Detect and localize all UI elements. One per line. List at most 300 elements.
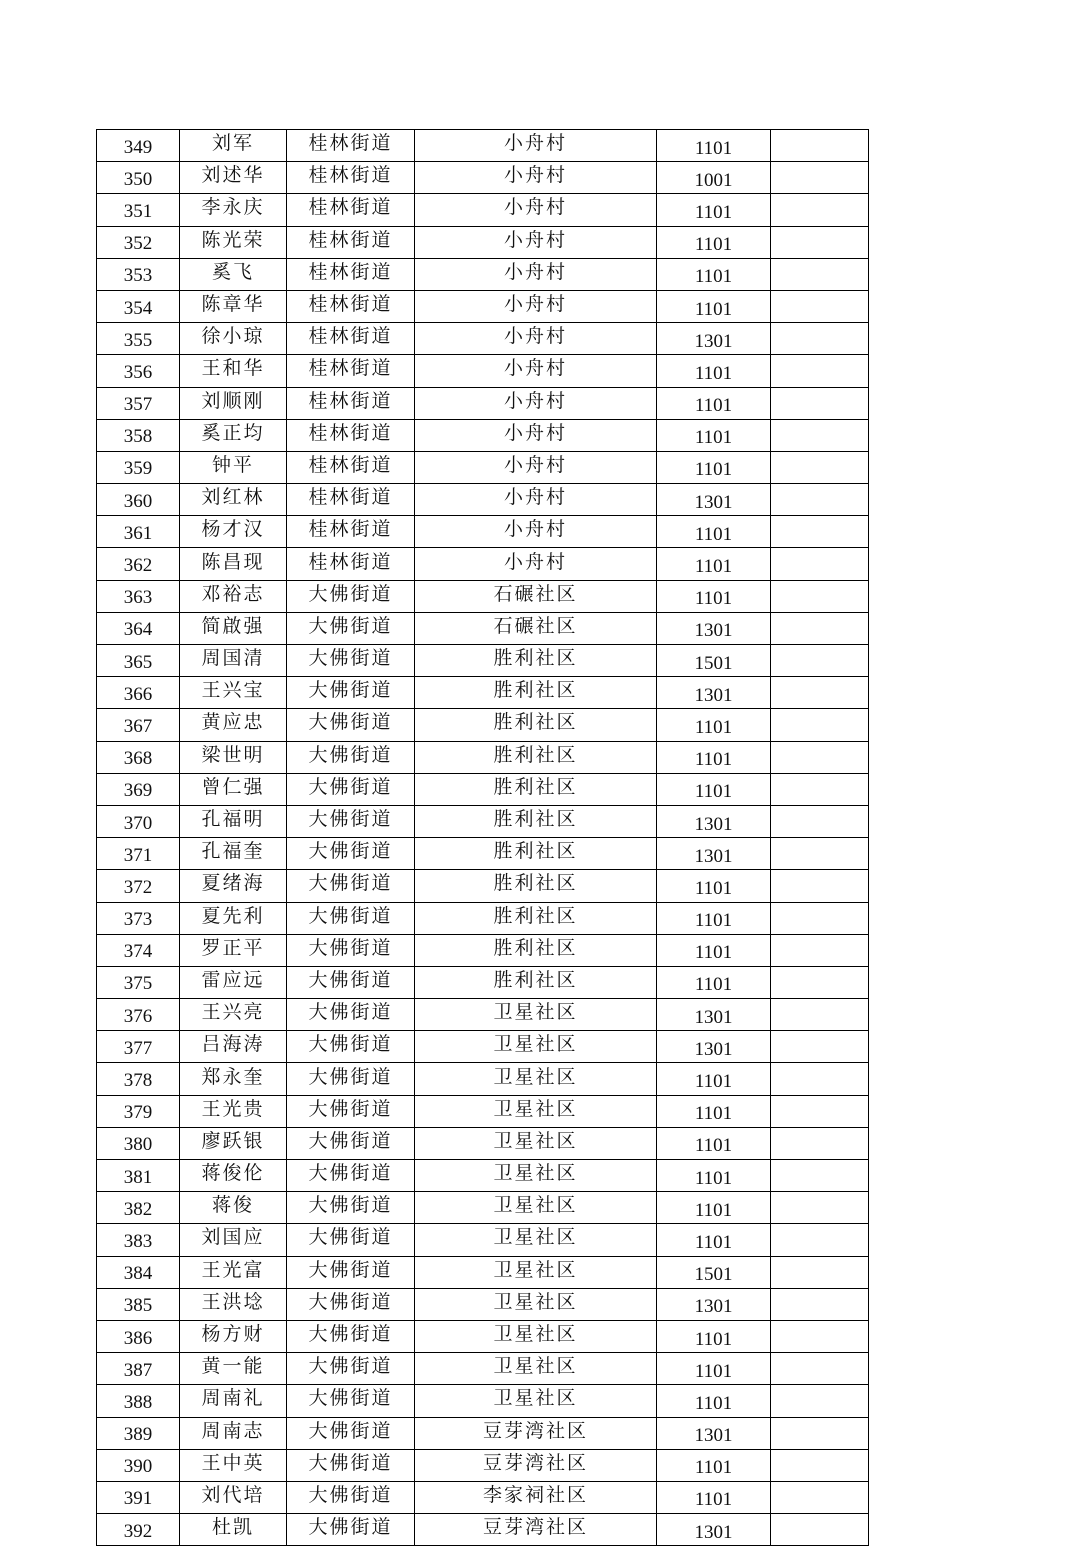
- note-cell: [771, 484, 869, 516]
- street-cell: 大佛街道: [287, 1288, 415, 1320]
- code-cell: 1301: [657, 1288, 771, 1320]
- row-number-cell: 380: [97, 1127, 180, 1159]
- person-name-cell: 罗正平: [180, 934, 287, 966]
- row-number-cell: 355: [97, 323, 180, 355]
- person-name-cell: 邓裕志: [180, 580, 287, 612]
- code-cell: 1301: [657, 999, 771, 1031]
- row-number-cell: 353: [97, 258, 180, 290]
- note-cell: [771, 1417, 869, 1449]
- community-cell: 胜利社区: [415, 677, 657, 709]
- person-name-cell: 杨方财: [180, 1320, 287, 1352]
- row-number-cell: 351: [97, 194, 180, 226]
- person-name-cell: 黄一能: [180, 1353, 287, 1385]
- code-cell: 1301: [657, 323, 771, 355]
- note-cell: [771, 645, 869, 677]
- community-cell: 石碾社区: [415, 580, 657, 612]
- row-number-cell: 369: [97, 773, 180, 805]
- street-cell: 桂林街道: [287, 290, 415, 322]
- note-cell: [771, 419, 869, 451]
- community-cell: 卫星社区: [415, 1063, 657, 1095]
- street-cell: 大佛街道: [287, 1224, 415, 1256]
- code-cell: 1101: [657, 1320, 771, 1352]
- community-cell: 小舟村: [415, 162, 657, 194]
- street-cell: 大佛街道: [287, 934, 415, 966]
- row-number-cell: 354: [97, 290, 180, 322]
- row-number-cell: 371: [97, 838, 180, 870]
- table-row: [97, 1160, 869, 1192]
- row-number-cell: 364: [97, 612, 180, 644]
- code-cell: 1001: [657, 162, 771, 194]
- street-cell: 大佛街道: [287, 1514, 415, 1546]
- street-cell: 大佛街道: [287, 1031, 415, 1063]
- row-number-cell: 350: [97, 162, 180, 194]
- person-name-cell: 杨才汉: [180, 516, 287, 548]
- note-cell: [771, 1127, 869, 1159]
- row-number-cell: 381: [97, 1160, 180, 1192]
- street-cell: 桂林街道: [287, 226, 415, 258]
- code-cell: 1101: [657, 226, 771, 258]
- table-row: [97, 1127, 869, 1159]
- person-name-cell: 吕海涛: [180, 1031, 287, 1063]
- table-row: [97, 1449, 869, 1481]
- community-cell: 石碾社区: [415, 612, 657, 644]
- note-cell: [771, 934, 869, 966]
- note-cell: [771, 1095, 869, 1127]
- note-cell: [771, 1385, 869, 1417]
- table-row: [97, 387, 869, 419]
- community-cell: 胜利社区: [415, 645, 657, 677]
- street-cell: 大佛街道: [287, 1160, 415, 1192]
- street-cell: 大佛街道: [287, 1063, 415, 1095]
- community-cell: 小舟村: [415, 355, 657, 387]
- community-cell: 卫星社区: [415, 1095, 657, 1127]
- community-cell: 卫星社区: [415, 999, 657, 1031]
- community-cell: 胜利社区: [415, 805, 657, 837]
- table-row: [97, 130, 869, 162]
- row-number-cell: 358: [97, 419, 180, 451]
- row-number-cell: 368: [97, 741, 180, 773]
- code-cell: 1101: [657, 580, 771, 612]
- street-cell: 桂林街道: [287, 355, 415, 387]
- note-cell: [771, 1288, 869, 1320]
- person-name-cell: 雷应远: [180, 966, 287, 998]
- person-name-cell: 廖跃银: [180, 1127, 287, 1159]
- row-number-cell: 373: [97, 902, 180, 934]
- community-cell: 卫星社区: [415, 1031, 657, 1063]
- note-cell: [771, 838, 869, 870]
- community-cell: 胜利社区: [415, 870, 657, 902]
- street-cell: 大佛街道: [287, 709, 415, 741]
- code-cell: 1101: [657, 1353, 771, 1385]
- community-cell: 小舟村: [415, 451, 657, 483]
- code-cell: 1101: [657, 1385, 771, 1417]
- person-name-cell: 李永庆: [180, 194, 287, 226]
- note-cell: [771, 548, 869, 580]
- row-number-cell: 362: [97, 548, 180, 580]
- person-name-cell: 奚正均: [180, 419, 287, 451]
- person-name-cell: 钟平: [180, 451, 287, 483]
- community-cell: 小舟村: [415, 387, 657, 419]
- street-cell: 桂林街道: [287, 451, 415, 483]
- code-cell: 1301: [657, 1514, 771, 1546]
- community-cell: 卫星社区: [415, 1256, 657, 1288]
- table-row: [97, 999, 869, 1031]
- code-cell: 1101: [657, 387, 771, 419]
- community-cell: 小舟村: [415, 548, 657, 580]
- table-row: [97, 194, 869, 226]
- table-row: [97, 162, 869, 194]
- person-name-cell: 王兴宝: [180, 677, 287, 709]
- table-row: [97, 1417, 869, 1449]
- person-name-cell: 刘红林: [180, 484, 287, 516]
- community-cell: 豆芽湾社区: [415, 1417, 657, 1449]
- table-row: [97, 516, 869, 548]
- street-cell: 大佛街道: [287, 741, 415, 773]
- code-cell: 1101: [657, 966, 771, 998]
- table-row: [97, 290, 869, 322]
- person-name-cell: 孔福奎: [180, 838, 287, 870]
- community-cell: 胜利社区: [415, 902, 657, 934]
- person-name-cell: 刘顺刚: [180, 387, 287, 419]
- person-name-cell: 黄应忠: [180, 709, 287, 741]
- person-name-cell: 陈昌现: [180, 548, 287, 580]
- code-cell: 1101: [657, 1449, 771, 1481]
- community-cell: 小舟村: [415, 516, 657, 548]
- code-cell: 1301: [657, 838, 771, 870]
- code-cell: 1101: [657, 902, 771, 934]
- person-name-cell: 蒋俊: [180, 1192, 287, 1224]
- person-name-cell: 郑永奎: [180, 1063, 287, 1095]
- code-cell: 1101: [657, 741, 771, 773]
- note-cell: [771, 741, 869, 773]
- table-row: [97, 1095, 869, 1127]
- street-cell: 大佛街道: [287, 1481, 415, 1513]
- row-number-cell: 352: [97, 226, 180, 258]
- community-cell: 胜利社区: [415, 773, 657, 805]
- community-cell: 小舟村: [415, 130, 657, 162]
- person-name-cell: 奚飞: [180, 258, 287, 290]
- row-number-cell: 390: [97, 1449, 180, 1481]
- note-cell: [771, 451, 869, 483]
- note-cell: [771, 387, 869, 419]
- row-number-cell: 374: [97, 934, 180, 966]
- table-row: [97, 612, 869, 644]
- table-row: [97, 451, 869, 483]
- table-row: [97, 1481, 869, 1513]
- community-cell: 豆芽湾社区: [415, 1449, 657, 1481]
- person-name-cell: 简啟强: [180, 612, 287, 644]
- table-row: [97, 1288, 869, 1320]
- table-row: [97, 1385, 869, 1417]
- row-number-cell: 365: [97, 645, 180, 677]
- street-cell: 大佛街道: [287, 1417, 415, 1449]
- note-cell: [771, 1224, 869, 1256]
- person-name-cell: 周南礼: [180, 1385, 287, 1417]
- code-cell: 1101: [657, 130, 771, 162]
- code-cell: 1501: [657, 1256, 771, 1288]
- street-cell: 大佛街道: [287, 805, 415, 837]
- note-cell: [771, 902, 869, 934]
- community-cell: 卫星社区: [415, 1224, 657, 1256]
- row-number-cell: 361: [97, 516, 180, 548]
- code-cell: 1301: [657, 1417, 771, 1449]
- street-cell: 桂林街道: [287, 258, 415, 290]
- code-cell: 1301: [657, 677, 771, 709]
- street-cell: 大佛街道: [287, 999, 415, 1031]
- community-cell: 胜利社区: [415, 934, 657, 966]
- community-cell: 胜利社区: [415, 741, 657, 773]
- community-cell: 卫星社区: [415, 1320, 657, 1352]
- code-cell: 1501: [657, 645, 771, 677]
- table-row: [97, 1514, 869, 1546]
- code-cell: 1101: [657, 355, 771, 387]
- note-cell: [771, 323, 869, 355]
- community-cell: 胜利社区: [415, 966, 657, 998]
- community-cell: 卫星社区: [415, 1353, 657, 1385]
- row-number-cell: 375: [97, 966, 180, 998]
- street-cell: 大佛街道: [287, 580, 415, 612]
- row-number-cell: 367: [97, 709, 180, 741]
- row-number-cell: 378: [97, 1063, 180, 1095]
- note-cell: [771, 580, 869, 612]
- note-cell: [771, 226, 869, 258]
- note-cell: [771, 1256, 869, 1288]
- table-row: [97, 805, 869, 837]
- code-cell: 1101: [657, 1127, 771, 1159]
- person-name-cell: 陈光荣: [180, 226, 287, 258]
- row-number-cell: 391: [97, 1481, 180, 1513]
- row-number-cell: 360: [97, 484, 180, 516]
- street-cell: 大佛街道: [287, 902, 415, 934]
- row-number-cell: 388: [97, 1385, 180, 1417]
- community-cell: 小舟村: [415, 419, 657, 451]
- note-cell: [771, 290, 869, 322]
- row-number-cell: 383: [97, 1224, 180, 1256]
- note-cell: [771, 194, 869, 226]
- row-number-cell: 359: [97, 451, 180, 483]
- code-cell: 1101: [657, 1192, 771, 1224]
- table-row: [97, 934, 869, 966]
- table-row: [97, 1320, 869, 1352]
- community-cell: 胜利社区: [415, 709, 657, 741]
- table-row: [97, 1031, 869, 1063]
- community-cell: 小舟村: [415, 258, 657, 290]
- community-cell: 小舟村: [415, 484, 657, 516]
- code-cell: 1301: [657, 612, 771, 644]
- person-name-cell: 夏先利: [180, 902, 287, 934]
- note-cell: [771, 999, 869, 1031]
- note-cell: [771, 1481, 869, 1513]
- code-cell: 1101: [657, 1224, 771, 1256]
- code-cell: 1101: [657, 548, 771, 580]
- row-number-cell: 372: [97, 870, 180, 902]
- table-row: [97, 1063, 869, 1095]
- street-cell: 桂林街道: [287, 484, 415, 516]
- community-cell: 胜利社区: [415, 838, 657, 870]
- street-cell: 大佛街道: [287, 1353, 415, 1385]
- community-cell: 豆芽湾社区: [415, 1514, 657, 1546]
- code-cell: 1301: [657, 1031, 771, 1063]
- street-cell: 大佛街道: [287, 1320, 415, 1352]
- street-cell: 大佛街道: [287, 1127, 415, 1159]
- row-number-cell: 377: [97, 1031, 180, 1063]
- person-name-cell: 刘代培: [180, 1481, 287, 1513]
- code-cell: 1101: [657, 773, 771, 805]
- street-cell: 桂林街道: [287, 516, 415, 548]
- roster-table: [96, 129, 869, 1546]
- row-number-cell: 376: [97, 999, 180, 1031]
- note-cell: [771, 677, 869, 709]
- street-cell: 大佛街道: [287, 1095, 415, 1127]
- note-cell: [771, 516, 869, 548]
- note-cell: [771, 355, 869, 387]
- street-cell: 大佛街道: [287, 1192, 415, 1224]
- community-cell: 小舟村: [415, 323, 657, 355]
- code-cell: 1101: [657, 419, 771, 451]
- note-cell: [771, 612, 869, 644]
- person-name-cell: 王和华: [180, 355, 287, 387]
- row-number-cell: 386: [97, 1320, 180, 1352]
- person-name-cell: 梁世明: [180, 741, 287, 773]
- community-cell: 小舟村: [415, 194, 657, 226]
- table-row: [97, 1224, 869, 1256]
- street-cell: 大佛街道: [287, 1256, 415, 1288]
- row-number-cell: 389: [97, 1417, 180, 1449]
- street-cell: 大佛街道: [287, 612, 415, 644]
- person-name-cell: 王洪埝: [180, 1288, 287, 1320]
- community-cell: 李家祠社区: [415, 1481, 657, 1513]
- row-number-cell: 379: [97, 1095, 180, 1127]
- note-cell: [771, 1320, 869, 1352]
- note-cell: [771, 805, 869, 837]
- table-row: [97, 323, 869, 355]
- code-cell: 1101: [657, 934, 771, 966]
- note-cell: [771, 162, 869, 194]
- community-cell: 卫星社区: [415, 1127, 657, 1159]
- table-row: [97, 548, 869, 580]
- community-cell: 小舟村: [415, 290, 657, 322]
- street-cell: 大佛街道: [287, 870, 415, 902]
- table-row: [97, 226, 869, 258]
- street-cell: 大佛街道: [287, 773, 415, 805]
- person-name-cell: 曾仁强: [180, 773, 287, 805]
- community-cell: 小舟村: [415, 226, 657, 258]
- street-cell: 大佛街道: [287, 1385, 415, 1417]
- community-cell: 卫星社区: [415, 1288, 657, 1320]
- code-cell: 1301: [657, 484, 771, 516]
- table-row: [97, 677, 869, 709]
- code-cell: 1101: [657, 451, 771, 483]
- person-name-cell: 蒋俊伦: [180, 1160, 287, 1192]
- person-name-cell: 孔福明: [180, 805, 287, 837]
- row-number-cell: 392: [97, 1514, 180, 1546]
- person-name-cell: 王中英: [180, 1449, 287, 1481]
- table-row: [97, 1353, 869, 1385]
- code-cell: 1101: [657, 516, 771, 548]
- person-name-cell: 周南志: [180, 1417, 287, 1449]
- person-name-cell: 刘军: [180, 130, 287, 162]
- row-number-cell: 387: [97, 1353, 180, 1385]
- table-row: [97, 1192, 869, 1224]
- table-row: [97, 870, 869, 902]
- person-name-cell: 刘述华: [180, 162, 287, 194]
- person-name-cell: 夏绪海: [180, 870, 287, 902]
- row-number-cell: 370: [97, 805, 180, 837]
- community-cell: 卫星社区: [415, 1192, 657, 1224]
- table-row: [97, 966, 869, 998]
- note-cell: [771, 1063, 869, 1095]
- note-cell: [771, 1160, 869, 1192]
- note-cell: [771, 709, 869, 741]
- table-row: [97, 773, 869, 805]
- table-row: [97, 838, 869, 870]
- row-number-cell: 382: [97, 1192, 180, 1224]
- street-cell: 桂林街道: [287, 194, 415, 226]
- note-cell: [771, 258, 869, 290]
- street-cell: 大佛街道: [287, 838, 415, 870]
- street-cell: 大佛街道: [287, 966, 415, 998]
- code-cell: 1301: [657, 805, 771, 837]
- table-row: [97, 355, 869, 387]
- person-name-cell: 周国清: [180, 645, 287, 677]
- table-row: [97, 484, 869, 516]
- person-name-cell: 徐小琼: [180, 323, 287, 355]
- note-cell: [771, 1514, 869, 1546]
- code-cell: 1101: [657, 258, 771, 290]
- row-number-cell: 384: [97, 1256, 180, 1288]
- row-number-cell: 366: [97, 677, 180, 709]
- community-cell: 卫星社区: [415, 1385, 657, 1417]
- code-cell: 1101: [657, 1160, 771, 1192]
- person-name-cell: 王光富: [180, 1256, 287, 1288]
- code-cell: 1101: [657, 290, 771, 322]
- street-cell: 桂林街道: [287, 548, 415, 580]
- table-row: [97, 902, 869, 934]
- street-cell: 大佛街道: [287, 645, 415, 677]
- person-name-cell: 陈章华: [180, 290, 287, 322]
- street-cell: 桂林街道: [287, 387, 415, 419]
- table-row: [97, 709, 869, 741]
- code-cell: 1101: [657, 194, 771, 226]
- street-cell: 桂林街道: [287, 419, 415, 451]
- code-cell: 1101: [657, 870, 771, 902]
- note-cell: [771, 1031, 869, 1063]
- person-name-cell: 杜凯: [180, 1514, 287, 1546]
- note-cell: [771, 966, 869, 998]
- community-cell: 卫星社区: [415, 1160, 657, 1192]
- street-cell: 大佛街道: [287, 677, 415, 709]
- row-number-cell: 363: [97, 580, 180, 612]
- street-cell: 桂林街道: [287, 130, 415, 162]
- note-cell: [771, 1192, 869, 1224]
- table-row: [97, 1256, 869, 1288]
- row-number-cell: 357: [97, 387, 180, 419]
- code-cell: 1101: [657, 709, 771, 741]
- row-number-cell: 385: [97, 1288, 180, 1320]
- code-cell: 1101: [657, 1063, 771, 1095]
- code-cell: 1101: [657, 1095, 771, 1127]
- street-cell: 桂林街道: [287, 323, 415, 355]
- note-cell: [771, 130, 869, 162]
- table-row: [97, 645, 869, 677]
- person-name-cell: 王兴亮: [180, 999, 287, 1031]
- code-cell: 1101: [657, 1481, 771, 1513]
- roster-table-body: [97, 130, 869, 1546]
- row-number-cell: 356: [97, 355, 180, 387]
- note-cell: [771, 1353, 869, 1385]
- person-name-cell: 王光贵: [180, 1095, 287, 1127]
- street-cell: 大佛街道: [287, 1449, 415, 1481]
